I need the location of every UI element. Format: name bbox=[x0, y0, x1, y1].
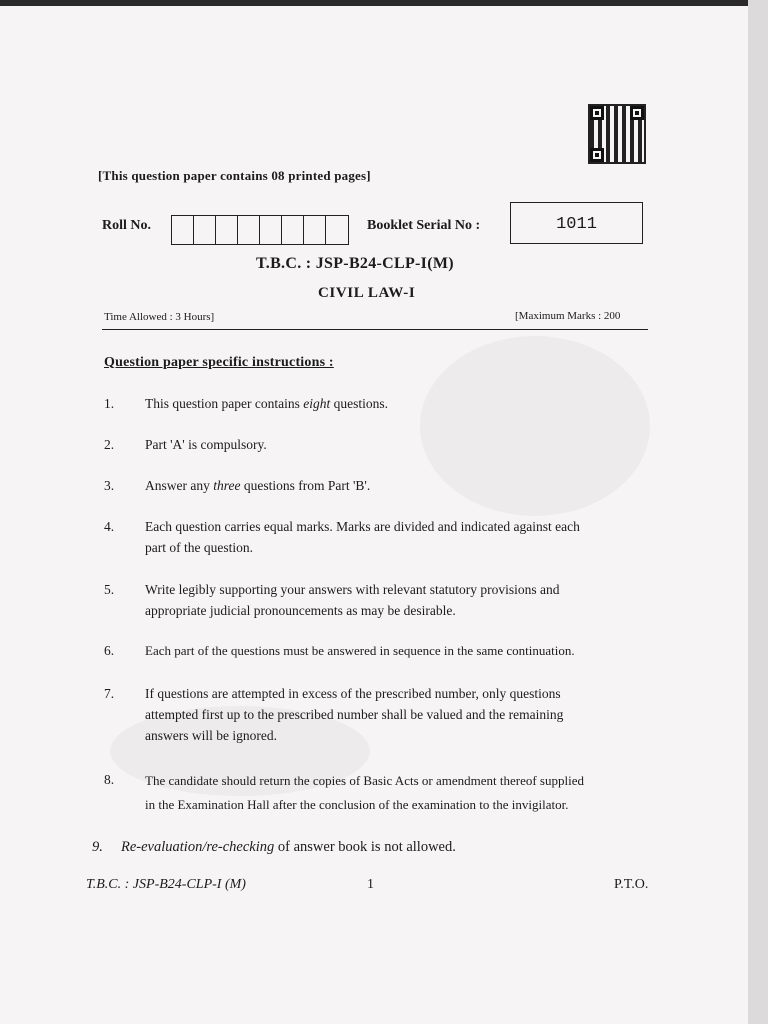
booklet-serial-value: 1011 bbox=[510, 202, 643, 244]
instruction-text-line: If questions are attempted in excess of the prescribed number, only questions bbox=[145, 686, 561, 701]
instruction-number: 5. bbox=[104, 582, 115, 597]
roll-no-digit-box[interactable] bbox=[326, 216, 348, 244]
footer-paper-code: T.B.C. : JSP-B24-CLP-I (M) bbox=[86, 877, 246, 892]
instruction-text-line: Write legibly supporting your answers with relevant statutory provisions and bbox=[145, 582, 560, 597]
roll-no-digit-box[interactable] bbox=[216, 216, 238, 244]
instruction-text: Answer any three questions from Part 'B'. bbox=[145, 478, 371, 493]
instruction-number: 2. bbox=[104, 437, 115, 452]
roll-no-digit-box[interactable] bbox=[194, 216, 216, 244]
instruction-text: Part 'A' is compulsory. bbox=[145, 437, 267, 452]
instruction-text: Re-evaluation/re-checking of answer book is not allowed. bbox=[121, 839, 456, 855]
instruction-number: 6. bbox=[104, 643, 115, 658]
header-divider bbox=[102, 329, 648, 330]
roll-no-label: Roll No. bbox=[102, 218, 151, 233]
instruction-number: 4. bbox=[104, 519, 115, 534]
time-allowed: Time Allowed : 3 Hours] bbox=[104, 311, 215, 323]
footer-page-number: 1 bbox=[367, 877, 374, 892]
instruction-text-line: Each question carries equal marks. Marks are divided and indicated against each bbox=[145, 519, 580, 534]
footer-pto: P.T.O. bbox=[614, 877, 649, 892]
paper-code-title: T.B.C. : JSP-B24-CLP-I(M) bbox=[256, 255, 454, 272]
instruction-text-line: in the Examination Hall after the conclusion of the examination to the invigilator. bbox=[145, 797, 569, 812]
instruction-number: 7. bbox=[104, 686, 115, 701]
instruction-text-line: attempted first up to the prescribed number shall be valued and the remaining bbox=[145, 707, 564, 722]
instruction-number: 1. bbox=[104, 396, 115, 411]
page-edge-shadow bbox=[748, 0, 768, 1024]
instruction-text-line: answers will be ignored. bbox=[145, 728, 277, 743]
show-through-smudge bbox=[420, 336, 650, 516]
instruction-number: 8. bbox=[104, 772, 115, 787]
subject-title: CIVIL LAW-I bbox=[318, 285, 416, 301]
instruction-text-line: appropriate judicial pronouncements as may be desirable. bbox=[145, 603, 456, 618]
instruction-text-line: The candidate should return the copies of Basic Acts or amendment thereof supplied bbox=[145, 773, 584, 788]
roll-no-digit-box[interactable] bbox=[260, 216, 282, 244]
instruction-text: Each part of the questions must be answered in sequence in the same continuation. bbox=[145, 643, 575, 658]
roll-no-boxes bbox=[171, 215, 349, 245]
roll-no-digit-box[interactable] bbox=[304, 216, 326, 244]
maximum-marks: [Maximum Marks : 200 bbox=[515, 310, 621, 322]
booklet-serial-label: Booklet Serial No : bbox=[367, 218, 481, 233]
instruction-text-line: part of the question. bbox=[145, 540, 253, 555]
instruction-number: 3. bbox=[104, 478, 115, 493]
roll-no-digit-box[interactable] bbox=[172, 216, 194, 244]
qr-code-icon bbox=[590, 106, 644, 162]
roll-no-digit-box[interactable] bbox=[282, 216, 304, 244]
printed-pages-note: [This question paper contains 08 printed pages] bbox=[98, 168, 371, 183]
instructions-heading: Question paper specific instructions : bbox=[104, 355, 334, 370]
roll-no-digit-box[interactable] bbox=[238, 216, 260, 244]
question-paper-page bbox=[0, 6, 748, 1024]
instruction-text: This question paper contains eight questions. bbox=[145, 396, 388, 411]
instruction-number: 9. bbox=[92, 839, 103, 855]
